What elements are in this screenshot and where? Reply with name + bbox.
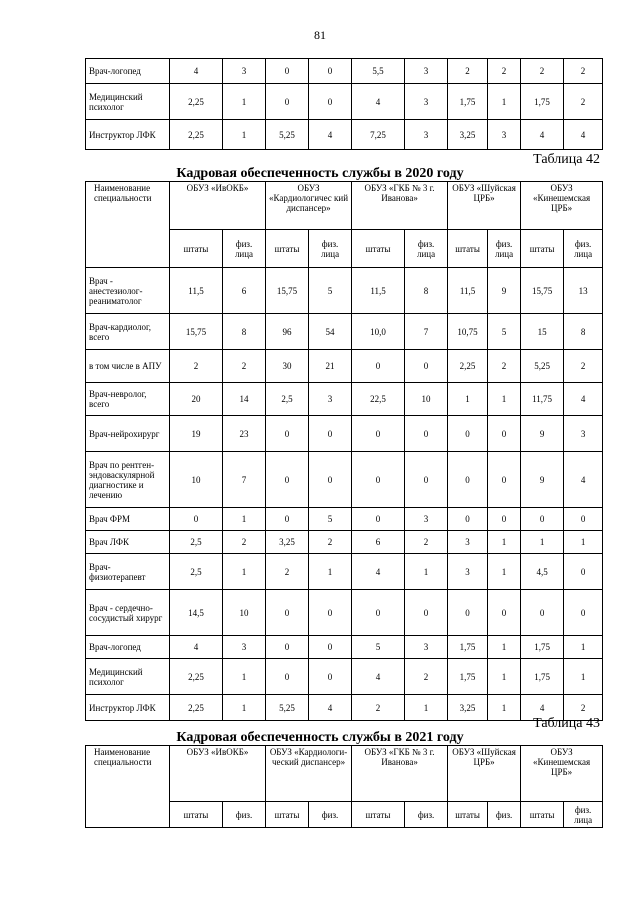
row-value: 1	[488, 636, 521, 659]
row-value: 96	[266, 314, 309, 350]
row-value: 6	[352, 531, 405, 554]
row-value: 4	[564, 452, 603, 508]
row-value: 1	[223, 120, 266, 150]
row-value: 0	[352, 350, 405, 383]
row-value: 2,5	[170, 554, 223, 590]
table42-sub-8: физ. лица	[488, 230, 521, 268]
table43-caption: Таблица 43	[533, 716, 600, 731]
row-value: 4	[521, 120, 564, 150]
row-value: 10	[405, 383, 448, 416]
row-specialty-name: в том числе в АПУ	[86, 350, 170, 383]
row-value: 11,5	[352, 268, 405, 314]
row-value: 4	[352, 554, 405, 590]
row-value: 8	[564, 314, 603, 350]
table42-org-2: ОБУЗ «Кардиологичес кий диспансер»	[266, 182, 352, 230]
row-value: 3	[448, 554, 488, 590]
row-value: 0	[266, 590, 309, 636]
row-value: 1	[521, 531, 564, 554]
page-number: 81	[314, 28, 326, 42]
table43-org-2: ОБУЗ «Кардиологи-ческий диспансер»	[266, 746, 352, 802]
row-value: 10,75	[448, 314, 488, 350]
row-value: 0	[564, 590, 603, 636]
row-value: 10,0	[352, 314, 405, 350]
row-specialty-name: Врач по рентген-эндоваскулярной диагностике и лечению	[86, 452, 170, 508]
row-specialty-name: Врач-кардиолог, всего	[86, 314, 170, 350]
table42-sub-6: физ. лица	[405, 230, 448, 268]
row-value: 4	[564, 120, 603, 150]
row-value: 2	[405, 531, 448, 554]
row-value: 0	[352, 590, 405, 636]
row-value: 2	[564, 59, 603, 84]
row-value: 2	[521, 59, 564, 84]
row-value: 1	[488, 383, 521, 416]
row-specialty-name: Врач - сердечно-сосудистый хирург	[86, 590, 170, 636]
row-value: 6	[223, 268, 266, 314]
row-value: 3	[223, 636, 266, 659]
row-value: 0	[448, 508, 488, 531]
row-value: 2	[223, 350, 266, 383]
row-value: 0	[266, 84, 309, 120]
table43-sub-6: физ.	[405, 802, 448, 828]
row-value: 5,25	[266, 120, 309, 150]
row-value: 0	[405, 590, 448, 636]
row-value: 0	[309, 452, 352, 508]
row-value: 0	[488, 508, 521, 531]
row-specialty-name: Врач-логопед	[86, 636, 170, 659]
row-value: 3	[223, 59, 266, 84]
row-value: 11,75	[521, 383, 564, 416]
row-value: 4	[352, 659, 405, 695]
row-value: 1	[223, 695, 266, 721]
row-value: 3	[309, 383, 352, 416]
row-specialty-name: Врач ФРМ	[86, 508, 170, 531]
table-row	[86, 531, 603, 554]
row-specialty-name: Врач - анестезиолог-реаниматолог	[86, 268, 170, 314]
row-value: 3	[564, 416, 603, 452]
row-value: 0	[488, 452, 521, 508]
table42-title: Кадровая обеспеченность службы в 2020 году	[176, 166, 464, 181]
row-specialty-name: Врач-физиотерапевт	[86, 554, 170, 590]
table43-sub-7: штаты	[448, 802, 488, 828]
table42-sub-5: штаты	[352, 230, 405, 268]
row-value: 4	[309, 695, 352, 721]
row-value: 1	[223, 84, 266, 120]
row-value: 0	[266, 452, 309, 508]
row-value: 1	[488, 554, 521, 590]
row-value: 1	[223, 659, 266, 695]
row-value: 2,25	[170, 695, 223, 721]
row-value: 0	[266, 416, 309, 452]
row-value: 0	[309, 84, 352, 120]
row-value: 0	[448, 416, 488, 452]
table43-sub-5: штаты	[352, 802, 405, 828]
row-value: 20	[170, 383, 223, 416]
table43-title: Кадровая обеспеченность службы в 2021 году	[176, 730, 464, 745]
row-value: 3	[488, 120, 521, 150]
table43-org-3: ОБУЗ «ГКБ № 3 г. Иванова»	[352, 746, 448, 802]
row-value: 9	[521, 452, 564, 508]
row-value: 5	[488, 314, 521, 350]
table-row	[86, 695, 603, 721]
row-value: 0	[309, 59, 352, 84]
row-value: 9	[488, 268, 521, 314]
row-value: 15,75	[170, 314, 223, 350]
row-specialty-name: Врач-логопед	[86, 59, 170, 84]
row-value: 0	[266, 59, 309, 84]
row-value: 1	[405, 554, 448, 590]
row-value: 7	[405, 314, 448, 350]
row-value: 15,75	[521, 268, 564, 314]
table-row	[86, 383, 603, 416]
table-43	[85, 745, 603, 828]
row-value: 3,25	[448, 695, 488, 721]
table43-org-5: ОБУЗ «Кинешемская ЦРБ»	[521, 746, 603, 802]
row-value: 0	[521, 590, 564, 636]
table-42	[85, 181, 603, 721]
table43-sub-1: штаты	[170, 802, 223, 828]
row-value: 11,5	[170, 268, 223, 314]
row-value: 0	[352, 452, 405, 508]
row-value: 0	[309, 636, 352, 659]
row-value: 1	[564, 531, 603, 554]
row-value: 30	[266, 350, 309, 383]
row-value: 2	[405, 659, 448, 695]
row-value: 3	[405, 84, 448, 120]
table43-header-name: Наименование специальности	[86, 746, 170, 828]
row-value: 7,25	[352, 120, 405, 150]
row-value: 14	[223, 383, 266, 416]
row-value: 2	[488, 350, 521, 383]
row-value: 1	[223, 508, 266, 531]
row-value: 0	[448, 590, 488, 636]
row-value: 1	[309, 554, 352, 590]
row-value: 8	[405, 268, 448, 314]
row-value: 3	[405, 508, 448, 531]
table43-sub-2: физ.	[223, 802, 266, 828]
table42-sub-4: физ. лица	[309, 230, 352, 268]
row-value: 15	[521, 314, 564, 350]
table43-sub-8: физ.	[488, 802, 521, 828]
row-value: 2	[352, 695, 405, 721]
row-value: 2,25	[170, 659, 223, 695]
row-value: 2	[564, 695, 603, 721]
row-value: 1,75	[521, 84, 564, 120]
row-value: 0	[352, 416, 405, 452]
row-value: 1,75	[448, 659, 488, 695]
row-value: 4	[170, 636, 223, 659]
table-row	[86, 636, 603, 659]
table-row	[86, 84, 603, 120]
row-value: 1,75	[521, 659, 564, 695]
table42-org-5: ОБУЗ «Кинешемская ЦРБ»	[521, 182, 603, 230]
row-value: 1	[488, 531, 521, 554]
row-value: 0	[564, 554, 603, 590]
row-specialty-name: Медицинский психолог	[86, 659, 170, 695]
table-row	[86, 120, 603, 150]
row-value: 4,5	[521, 554, 564, 590]
row-value: 9	[521, 416, 564, 452]
table42-sub-2: физ. лица	[223, 230, 266, 268]
table42-caption: Таблица 42	[533, 152, 600, 167]
table43-sub-10: физ. лица	[564, 802, 603, 828]
row-value: 3	[448, 531, 488, 554]
row-value: 19	[170, 416, 223, 452]
row-value: 2,25	[170, 84, 223, 120]
row-value: 3	[405, 59, 448, 84]
row-value: 4	[309, 120, 352, 150]
table42-sub-1: штаты	[170, 230, 223, 268]
row-value: 3	[405, 120, 448, 150]
row-value: 0	[448, 452, 488, 508]
row-value: 4	[352, 84, 405, 120]
row-value: 0	[266, 508, 309, 531]
row-value: 4	[564, 383, 603, 416]
row-value: 0	[309, 659, 352, 695]
row-value: 1	[488, 695, 521, 721]
row-value: 1	[405, 695, 448, 721]
row-value: 3	[405, 636, 448, 659]
table43-sub-3: штаты	[266, 802, 309, 828]
row-value: 2	[488, 59, 521, 84]
row-value: 2,25	[170, 120, 223, 150]
row-value: 7	[223, 452, 266, 508]
row-value: 0	[488, 416, 521, 452]
table-row	[86, 452, 603, 508]
table42-org-1: ОБУЗ «ИвОКБ»	[170, 182, 266, 230]
row-value: 0	[405, 416, 448, 452]
row-value: 2	[170, 350, 223, 383]
row-value: 0	[405, 452, 448, 508]
table-row	[86, 590, 603, 636]
row-value: 14,5	[170, 590, 223, 636]
row-value: 1	[488, 84, 521, 120]
table42-sub-10: физ. лица	[564, 230, 603, 268]
row-value: 1,75	[521, 636, 564, 659]
row-value: 2	[223, 531, 266, 554]
table42-sub-7: штаты	[448, 230, 488, 268]
table-row	[86, 508, 603, 531]
row-value: 21	[309, 350, 352, 383]
row-value: 5,25	[521, 350, 564, 383]
row-value: 5	[309, 508, 352, 531]
row-value: 1	[223, 554, 266, 590]
row-value: 1,75	[448, 636, 488, 659]
row-value: 0	[309, 416, 352, 452]
row-value: 23	[223, 416, 266, 452]
row-value: 0	[521, 508, 564, 531]
table43-org-4: ОБУЗ «Шуйская ЦРБ»	[448, 746, 521, 802]
table-row	[86, 314, 603, 350]
row-value: 4	[170, 59, 223, 84]
row-value: 0	[170, 508, 223, 531]
table42-org-3: ОБУЗ «ГКБ № 3 г. Иванова»	[352, 182, 448, 230]
row-specialty-name: Медицинский психолог	[86, 84, 170, 120]
row-value: 10	[170, 452, 223, 508]
row-value: 0	[266, 659, 309, 695]
row-value: 0	[405, 350, 448, 383]
row-value: 1,75	[448, 84, 488, 120]
row-value: 1	[488, 659, 521, 695]
table43-sub-9: штаты	[521, 802, 564, 828]
table42-sub-9: штаты	[521, 230, 564, 268]
row-value: 1	[448, 383, 488, 416]
row-value: 0	[352, 508, 405, 531]
row-value: 2,5	[266, 383, 309, 416]
row-value: 54	[309, 314, 352, 350]
row-value: 2,25	[448, 350, 488, 383]
row-specialty-name: Инструктор ЛФК	[86, 120, 170, 150]
row-value: 5	[309, 268, 352, 314]
table43-org-1: ОБУЗ «ИвОКБ»	[170, 746, 266, 802]
row-value: 2	[266, 554, 309, 590]
row-value: 0	[564, 508, 603, 531]
row-value: 13	[564, 268, 603, 314]
row-specialty-name: Инструктор ЛФК	[86, 695, 170, 721]
row-value: 4	[521, 695, 564, 721]
row-specialty-name: Врач ЛФК	[86, 531, 170, 554]
row-value: 3,25	[448, 120, 488, 150]
continuation-table	[85, 58, 603, 150]
row-value: 5,5	[352, 59, 405, 84]
row-value: 2,5	[170, 531, 223, 554]
row-value: 10	[223, 590, 266, 636]
row-value: 3,25	[266, 531, 309, 554]
table43-sub-4: физ.	[309, 802, 352, 828]
row-value: 0	[266, 636, 309, 659]
table-row	[86, 59, 603, 84]
row-value: 1	[564, 659, 603, 695]
row-specialty-name: Врач-невролог, всего	[86, 383, 170, 416]
row-value: 5	[352, 636, 405, 659]
row-value: 15,75	[266, 268, 309, 314]
table-row	[86, 659, 603, 695]
row-value: 8	[223, 314, 266, 350]
row-specialty-name: Врач-нейрохирург	[86, 416, 170, 452]
row-value: 22,5	[352, 383, 405, 416]
row-value: 0	[309, 590, 352, 636]
table-row	[86, 554, 603, 590]
table-row	[86, 268, 603, 314]
table42-header-name: Наименование специальности	[86, 182, 170, 268]
table-row	[86, 416, 603, 452]
row-value: 2	[564, 84, 603, 120]
row-value: 11,5	[448, 268, 488, 314]
table42-org-4: ОБУЗ «Шуйская ЦРБ»	[448, 182, 521, 230]
row-value: 2	[448, 59, 488, 84]
table-row	[86, 350, 603, 383]
row-value: 0	[488, 590, 521, 636]
table42-sub-3: штаты	[266, 230, 309, 268]
row-value: 2	[309, 531, 352, 554]
row-value: 5,25	[266, 695, 309, 721]
row-value: 2	[564, 350, 603, 383]
row-value: 1	[564, 636, 603, 659]
